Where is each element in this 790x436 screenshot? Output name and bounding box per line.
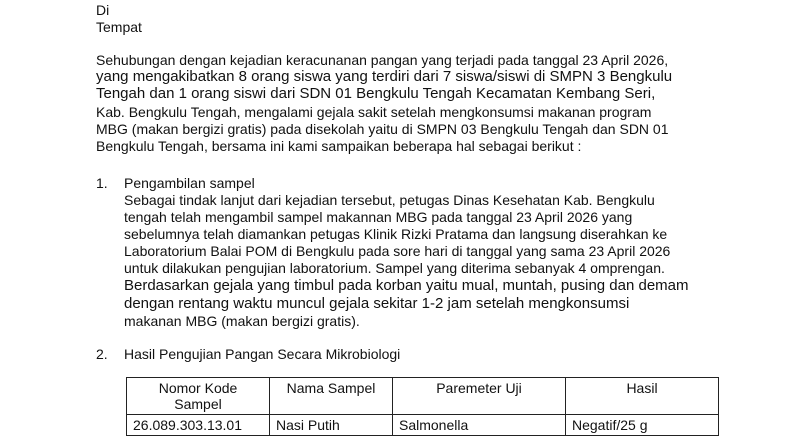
section-1-line: dengan rentang waktu muncul gejala sekitar 1-2 jam setelah mengkonsumsi (124, 295, 630, 312)
intro-line-2: yang mengakibatkan 8 orang siswa yang terdiri dari 7 siswa/siswi di SMPN 3 Bengkulu (96, 68, 673, 85)
section-2-heading: Hasil Pengujian Pangan Secara Mikrobiologi (124, 346, 401, 362)
header-kode-line-1: Nomor Kode (158, 380, 238, 396)
cell-nama: Nasi Putih (270, 415, 393, 436)
address-di: Di (96, 2, 110, 18)
section-1-line: untuk dilakukan pengujian laboratorium. Sampel yang diterima sebanyak 4 omprengan. (124, 260, 665, 276)
section-1-line: Laboratorium Balai POM di Bengkulu pada sore hari di tanggal yang sama 23 April 2026 (124, 243, 671, 259)
table-header-row (127, 378, 719, 415)
section-1-line: tengah telah mengambil sampel makannan MBG pada tanggal 23 April 2026 yang (124, 209, 633, 225)
address-tempat: Tempat (96, 19, 142, 35)
header-kode-sampel (127, 378, 270, 415)
section-1-number: 1. (96, 175, 108, 191)
section-2-number: 2. (96, 346, 108, 362)
section-1-line: makanan MBG (makan bergizi gratis). (124, 313, 360, 329)
section-1-line: Sebagai tindak lanjut dari kejadian tersebut, petugas Dinas Kesehatan Kab. Bengkulu (124, 192, 655, 208)
cell-parameter: Salmonella (393, 415, 566, 436)
section-1-line: Berdasarkan gejala yang timbul pada korban yaitu mual, muntah, pusing dan demam (124, 277, 689, 294)
section-1-line: sebelumnya telah diamankan petugas Klinik Rizki Pratama dan langsung diserahkan ke (124, 226, 668, 242)
cell-kode: 26.089.303.13.01 (127, 415, 270, 436)
cell-hasil: Negatif/25 g (566, 415, 719, 436)
header-kode-line-2: Sampel (174, 396, 222, 412)
results-table (126, 377, 719, 436)
table-row (127, 415, 719, 436)
intro-line-1: Sehubungan dengan kejadian keracunanan pangan yang terjadi pada tanggal 23 April 2026, (96, 52, 669, 68)
intro-line-5: MBG (makan bergizi gratis) pada disekolah yaitu di SMPN 03 Bengkulu Tengah dan SDN 01 (96, 121, 669, 137)
section-1-heading: Pengambilan sampel (124, 175, 255, 191)
header-parameter-uji: Paremeter Uji (393, 378, 566, 415)
clipped-text-top (96, 0, 396, 3)
intro-line-4: Kab. Bengkulu Tengah, mengalami gejala sakit setelah mengkonsumsi makanan program (96, 104, 652, 120)
intro-line-3: Tengah dan 1 orang siswi dari SDN 01 Bengkulu Tengah Kecamatan Kembang Seri, (96, 85, 656, 102)
header-nama-sampel: Nama Sampel (270, 378, 393, 415)
header-hasil: Hasil (566, 378, 719, 415)
intro-line-6: Bengkulu Tengah, bersama ini kami sampaikan beberapa hal sebagai berikut : (96, 138, 582, 154)
